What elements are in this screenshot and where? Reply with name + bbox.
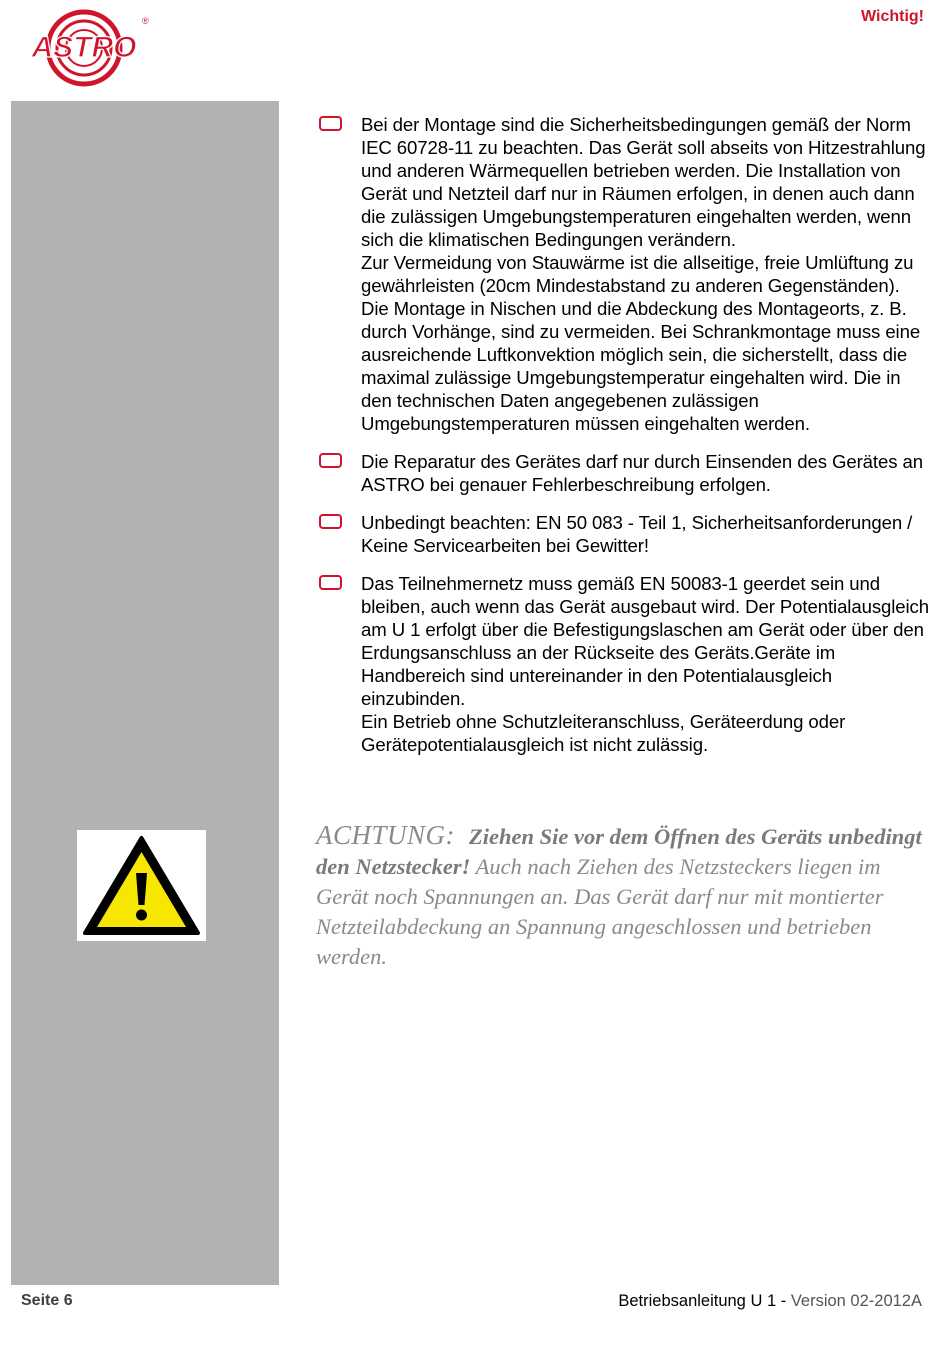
document-footer xyxy=(618,1292,922,1311)
checkbox-bullet-icon xyxy=(319,575,342,590)
item-text: Bei der Montage sind die Sicherheitsbedingungen gemäß der Norm IEC 60728-11 zu beachten. Das Gerät soll abseits von Hitzestrahlung und anderen Wärmequellen betrieben werden. Die Installation von Gerät und Netzteil darf nur in Räumen erfolgen, in denen auch dann die zulässigen Umgebungstemperaturen eingehalten werden, wenn sich die klimatischen Bedingungen verändern. Zur Vermeidung von Stauwärme ist die allseitige, freie Umlüftung zu gewährleisten (20cm Mindestabstand zu anderen Gegenständen). Die Montage in Nischen und die Abdeckung des Montageorts, z. B. durch Vorhänge, sind zu vermeiden. Bei Schrankmontage muss eine ausreichende Luftkonvektion möglich sein, die sicherstellt, dass die maximal zulässige Umgebungstemperatur eingehalten wird. Die in den technischen Daten angegebenen zulässigen Umgebungstemperaturen müssen eingehalten werden. xyxy=(361,114,926,434)
checkbox-bullet-icon xyxy=(319,116,342,131)
checkbox-bullet-icon xyxy=(319,453,342,468)
logo-registered: ® xyxy=(142,16,149,26)
sidebar-panel xyxy=(11,101,279,1285)
logo-text: ASTRO xyxy=(31,31,137,64)
checkbox-bullet-icon xyxy=(319,514,342,529)
safety-instructions xyxy=(318,113,930,771)
doc-version: Version 02-2012A xyxy=(790,1292,922,1310)
warning-body: Auch nach Ziehen des Netzsteckers liegen im Gerät noch Spannungen an. Das Gerät darf nur mit montierter Netzteilabdeckung an Spannung angeschlossen und betrieben werden. xyxy=(316,854,884,969)
warning-triangle-icon xyxy=(81,833,202,937)
item-text: Unbedingt beachten: EN 50 083 - Teil 1, Sicherheitsanforderungen / Keine Servicearbeiten bei Gewitter! xyxy=(361,512,913,556)
list-item xyxy=(318,511,930,557)
warning-heading: ACHTUNG: xyxy=(316,820,456,850)
astro-logo xyxy=(22,6,154,90)
warning-sign xyxy=(77,830,206,941)
list-item xyxy=(318,572,930,756)
page-number: Seite 6 xyxy=(21,1292,73,1309)
item-text: Die Reparatur des Gerätes darf nur durch Einsenden des Gerätes an ASTRO bei genauer Fehlerbeschreibung erfolgen. xyxy=(361,451,923,495)
list-item xyxy=(318,450,930,496)
warning-emphasis: Ziehen Sie vor dem Öffnen des Geräts unbedingt den Netzstecker! xyxy=(316,824,922,879)
astro-logo-icon xyxy=(22,6,154,90)
doc-title: Betriebsanleitung U 1 xyxy=(618,1292,777,1310)
warning-notice xyxy=(316,820,934,972)
item-text: Das Teilnehmernetz muss gemäß EN 50083-1 geerdet sein und bleiben, auch wenn das Gerät ausgebaut wird. Der Potentialausgleich am U 1 erfolgt über die Befestigungslaschen am Gerät oder über den Erdungsanschluss an der Rückseite des Geräts.Geräte im Handbereich sind untereinander in den Potentialausgleich einzubinden. Ein Betrieb ohne Schutzleiteranschluss, Geräteerdung oder Gerätepotentialausgleich ist nicht zulässig. xyxy=(361,573,929,755)
footer-separator: - xyxy=(780,1292,787,1310)
list-item xyxy=(318,113,930,435)
section-label: Wichtig! xyxy=(861,8,924,25)
